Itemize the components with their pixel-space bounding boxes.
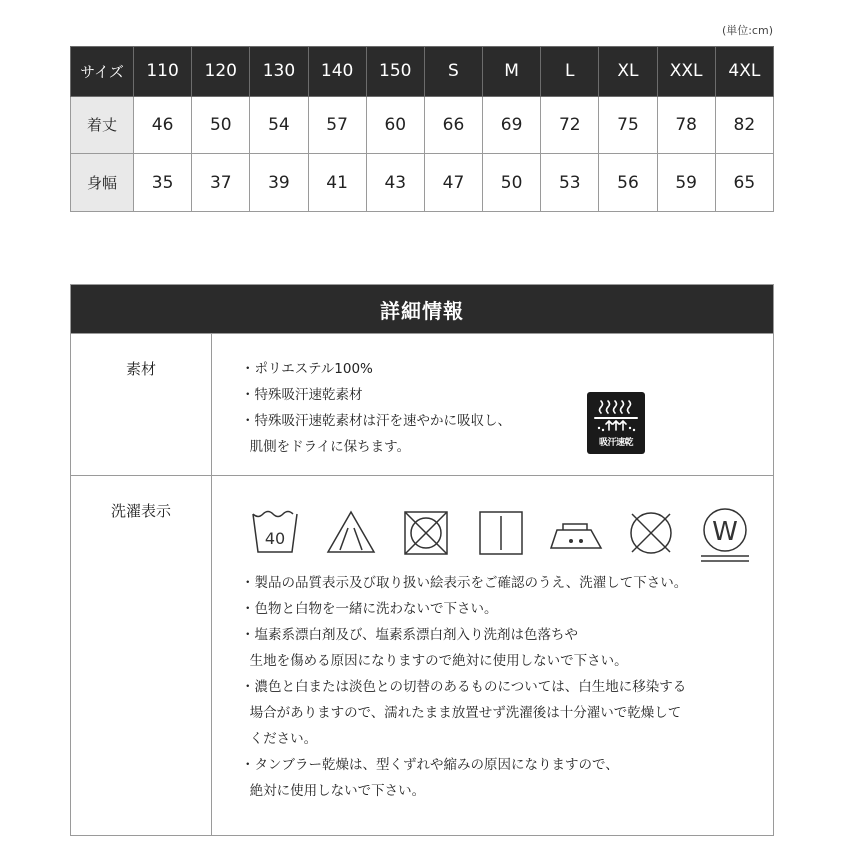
washing-content bbox=[221, 476, 773, 835]
table-cell: 43 bbox=[366, 154, 424, 212]
size-col-header: 4XL bbox=[715, 47, 773, 97]
detail-panel bbox=[70, 284, 774, 836]
material-label-text: 素材 bbox=[125, 360, 156, 378]
table-cell: 60 bbox=[366, 96, 424, 154]
wet-clean-letter: W bbox=[712, 517, 738, 547]
table-cell: 54 bbox=[250, 96, 308, 154]
table-cell: 50 bbox=[483, 154, 541, 212]
list-item: 場合がありますので、濡れたまま放置せず洗濯後は十分濯いで乾燥して bbox=[241, 705, 682, 721]
size-col-header: XL bbox=[599, 47, 657, 97]
iron-low-icon bbox=[547, 506, 607, 560]
table-row-width bbox=[71, 154, 774, 212]
size-col-header: L bbox=[541, 47, 599, 97]
table-cell: 59 bbox=[657, 154, 715, 212]
material-content bbox=[221, 334, 773, 476]
list-item: ・濃色と白または淡色との切替のあるものについては、白生地に移染する bbox=[241, 679, 687, 695]
size-col-header: 120 bbox=[192, 47, 250, 97]
list-item: ・色物と白物を一緒に洗わないで下さい。 bbox=[241, 601, 498, 617]
size-header-label: サイズ bbox=[71, 47, 134, 97]
table-cell: 66 bbox=[424, 96, 482, 154]
quick-dry-label: 吸汗速乾 bbox=[598, 438, 633, 448]
table-cell: 65 bbox=[715, 154, 773, 212]
size-col-header: S bbox=[424, 47, 482, 97]
material-label bbox=[71, 334, 212, 476]
wash-temp-text: 40 bbox=[264, 529, 286, 548]
list-item: ・製品の品質表示及び取り扱い絵表示をご確認のうえ、洗濯して下さい。 bbox=[241, 575, 688, 591]
material-row bbox=[71, 333, 773, 476]
no-dry-clean-icon bbox=[624, 506, 678, 560]
size-col-header: 140 bbox=[308, 47, 366, 97]
washing-label-text: 洗濯表示 bbox=[110, 502, 171, 520]
table-cell: 82 bbox=[715, 96, 773, 154]
line-dry-icon bbox=[474, 506, 528, 560]
table-row-length bbox=[71, 96, 774, 154]
size-col-header: 150 bbox=[366, 47, 424, 97]
list-item: ・ポリエステル100% bbox=[241, 361, 373, 377]
table-cell: 35 bbox=[134, 154, 192, 212]
wash-40-icon bbox=[249, 506, 303, 560]
table-cell: 53 bbox=[541, 154, 599, 212]
washing-row bbox=[71, 475, 773, 835]
list-item: ・塩素系漂白剤及び、塩素系漂白剤入り洗剤は色落ちや bbox=[241, 627, 578, 643]
table-cell: 47 bbox=[424, 154, 482, 212]
bleach-allowed-icon bbox=[324, 506, 378, 560]
table-cell: 78 bbox=[657, 96, 715, 154]
no-tumble-dry-icon bbox=[399, 506, 453, 560]
size-col-header: 130 bbox=[250, 47, 308, 97]
list-item: 絶対に使用しないで下さい。 bbox=[241, 783, 426, 799]
quick-dry-icon bbox=[587, 392, 645, 454]
list-item: ・特殊吸汗速乾素材は汗を速やかに吸収し、 bbox=[241, 413, 511, 429]
list-item: ください。 bbox=[241, 731, 318, 747]
table-cell: 56 bbox=[599, 154, 657, 212]
row-label: 着丈 bbox=[71, 96, 134, 154]
detail-title: 詳細情報 bbox=[71, 285, 773, 333]
table-cell: 69 bbox=[483, 96, 541, 154]
washing-notes bbox=[241, 570, 687, 804]
table-cell: 39 bbox=[250, 154, 308, 212]
table-cell: 37 bbox=[192, 154, 250, 212]
material-list bbox=[241, 356, 511, 460]
list-item: 生地を傷める原因になりますので絶対に使用しないで下さい。 bbox=[241, 653, 628, 669]
washing-label bbox=[71, 476, 212, 835]
gentle-wet-clean-icon bbox=[697, 506, 753, 564]
size-col-header: M bbox=[483, 47, 541, 97]
size-table bbox=[70, 46, 774, 212]
table-cell: 72 bbox=[541, 96, 599, 154]
size-col-header: 110 bbox=[134, 47, 192, 97]
size-header-row bbox=[71, 47, 774, 97]
unit-note: (単位:cm) bbox=[721, 24, 773, 37]
list-item: ・特殊吸汗速乾素材 bbox=[241, 387, 363, 403]
row-label: 身幅 bbox=[71, 154, 134, 212]
table-cell: 41 bbox=[308, 154, 366, 212]
list-item: 肌側をドライに保ちます。 bbox=[241, 439, 411, 455]
table-cell: 46 bbox=[134, 96, 192, 154]
list-item: ・タンブラー乾燥は、型くずれや縮みの原因になりますので、 bbox=[241, 757, 619, 773]
table-cell: 57 bbox=[308, 96, 366, 154]
table-cell: 50 bbox=[192, 96, 250, 154]
table-cell: 75 bbox=[599, 96, 657, 154]
size-col-header: XXL bbox=[657, 47, 715, 97]
